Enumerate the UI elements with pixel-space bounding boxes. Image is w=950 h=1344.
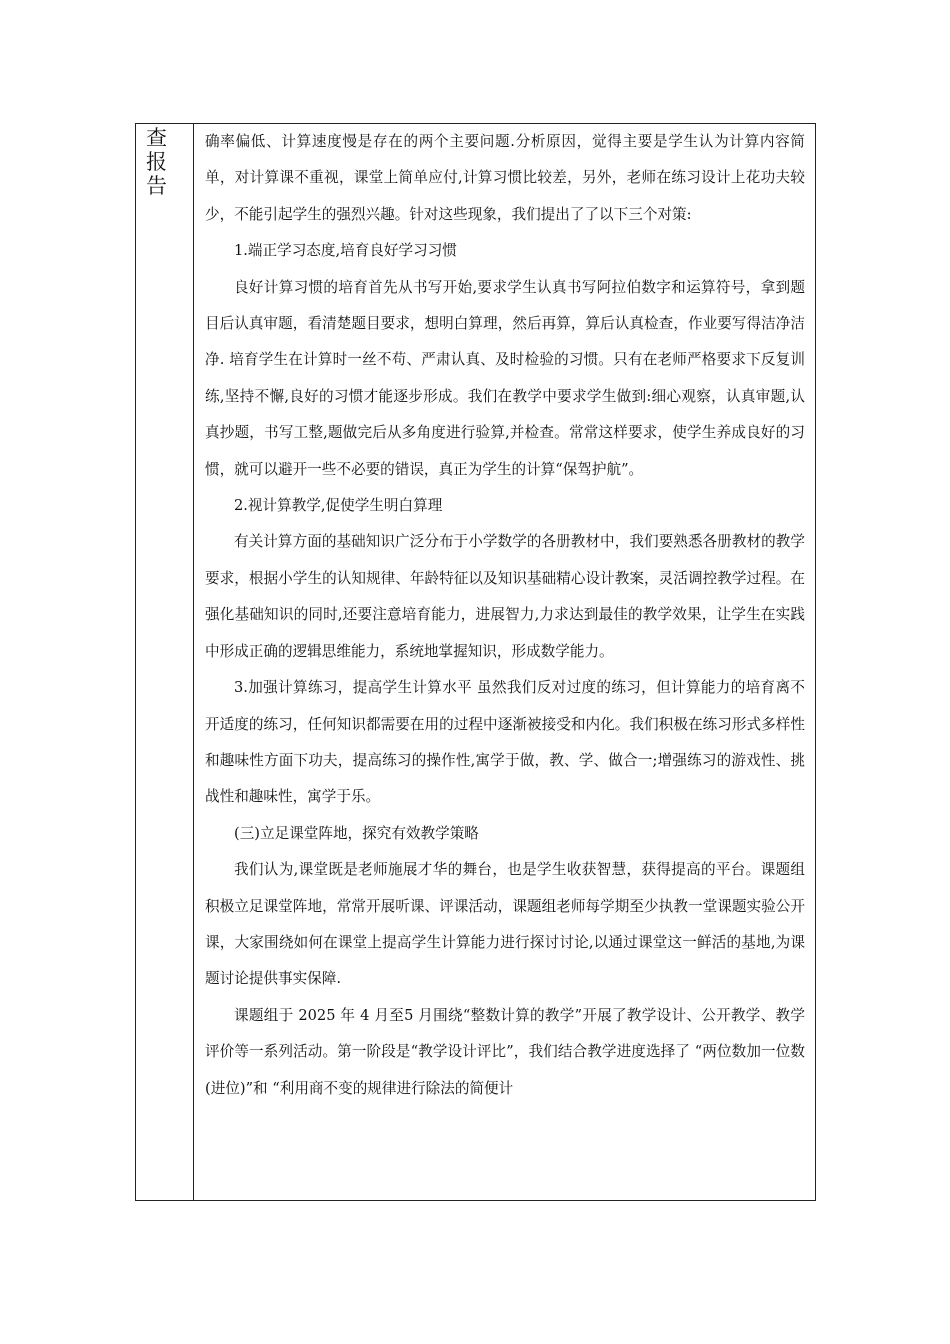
- side-label-cell: [136, 124, 194, 1200]
- heading-section-3: (三)立足课堂阵地，探究有效教学策略: [234, 824, 479, 842]
- paragraph-analysis: 确率偏低、计算速度慢是存在的两个主要问题.分析原因，觉得主要是学生认为计算内容简单，对计算课不重视，课堂上简单应付,计算习惯比较差，另外，老师在练习设计上花功夫较少，不能引起学生的强烈兴趣。针对这些现象，我们提出了了以下三个对策:: [205, 133, 805, 223]
- heading-strategy-1: 1.端正学习态度,培育良好学习习惯: [234, 242, 457, 260]
- paragraph-activities: 课题组于 2025 年 4 月至5 月围绕“整数计算的教学”开展了教学设计、公开教学、教学评价等一系列活动。第一阶段是“教学设计评比”，我们结合教学进度选择了 “两位数加一位数(进位)”和 “利用商不变的规律进行除法的简便计: [205, 1006, 805, 1097]
- paragraph-classroom: 我们认为,课堂既是老师施展才华的舞台，也是学生收获智慧，获得提高的平台。课题组积极立足课堂阵地，常常开展听课、评课活动，课题组老师每学期至少执教一堂课题实验公开课，大家围绕如何在课堂上提高学生计算能力进行探讨讨论,以通过课堂这一鲜活的基地,为课题讨论提供事实保障.: [205, 861, 805, 988]
- side-label: 查报告: [146, 126, 167, 198]
- paragraph-strategy-3: 3.加强计算练习，提高学生计算水平 虽然我们反对过度的练习，但计算能力的培育离不开适度的练习，任何知识都需要在用的过程中逐渐被接受和内化。我们积极在练习形式多样性和趣味性方面下功夫，提高练习的操作性,寓学于做，教、学、做合一;增强练习的游戏性、挑战性和趣味性，寓学于乐。: [205, 679, 805, 806]
- heading-strategy-2: 2.视计算教学,促使学生明白算理: [234, 497, 443, 515]
- report-table: [135, 123, 816, 1201]
- content-cell: [194, 124, 815, 1200]
- paragraph-strategy-1: 良好计算习惯的培育首先从书写开始,要求学生认真书写阿拉伯数字和运算符号，拿到题目后认真审题，看清楚题目要求，想明白算理，然后再算，算后认真检查，作业要写得洁净洁净. 培育学生在计算时一丝不苟、严肃认真、及时检验的习惯。只有在老师严格要求下反复训练,坚持不懈,良好的习惯才能逐步形成。我们在教学中要求学生做到:细心观察，认真审题,认真抄题，书写工整,题做完后从多角度进行验算,并检查。常常这样要求，使学生养成良好的习惯，就可以避开一些不必要的错误，真正为学生的计算“保驾护航”。: [205, 278, 805, 478]
- report-body: [205, 124, 805, 1107]
- paragraph-strategy-2: 有关计算方面的基础知识广泛分布于小学数学的各册教材中，我们要熟悉各册教材的教学要求，根据小学生的认知规律、年龄特征以及知识基础精心设计教案，灵活调控教学过程。在强化基础知识的同时,还要注意培育能力，进展智力,力求达到最佳的教学效果，让学生在实践中形成正确的逻辑思维能力，系统地掌握知识，形成数学能力。: [205, 533, 805, 660]
